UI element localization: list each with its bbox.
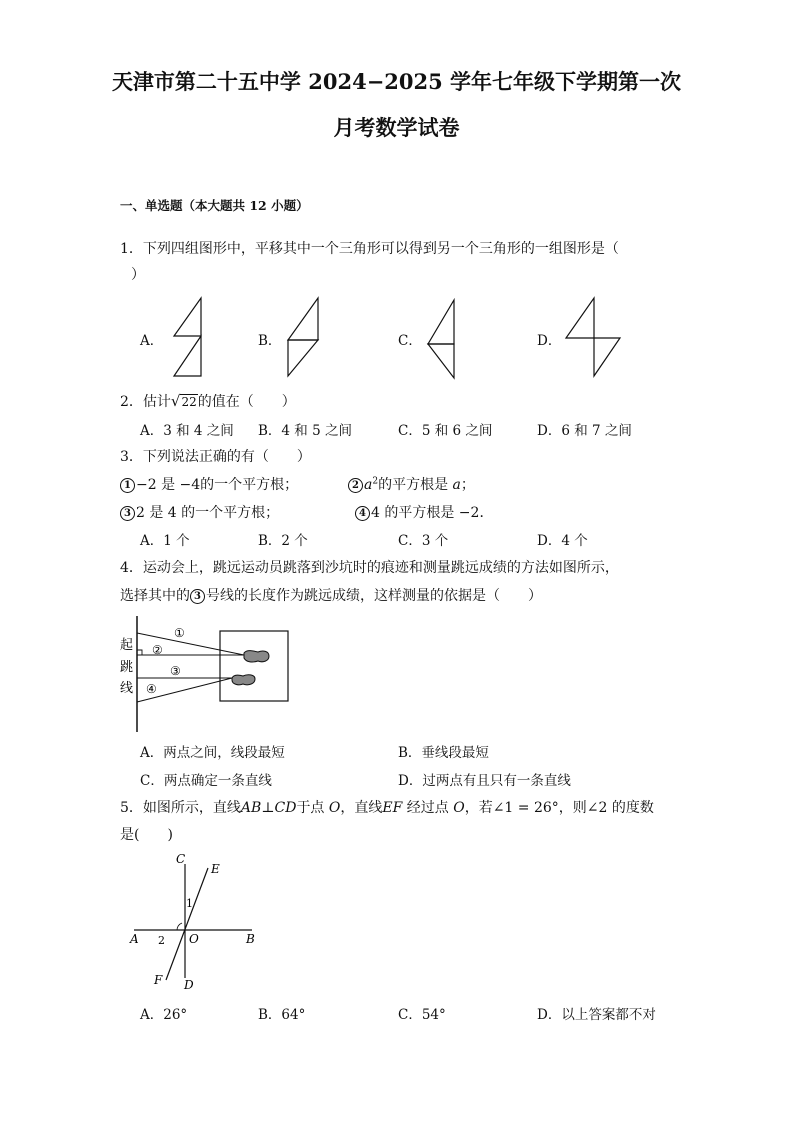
mark-3: ③ xyxy=(170,664,181,678)
q3-option-a[interactable]: A．1 个 xyxy=(140,533,190,549)
q1-c-triangle-top xyxy=(428,300,454,344)
q4-option-d[interactable]: D．过两点有且只有一条直线 xyxy=(398,773,571,789)
q5-o2: O xyxy=(453,800,465,816)
exam-title-line2: 月考数学试卷 xyxy=(333,115,460,140)
q3-statement-4 xyxy=(355,502,493,522)
q3-statement-1 xyxy=(120,474,298,494)
q2-stem-suffix: 的值在（ ） xyxy=(197,394,296,410)
q3-statement-3 xyxy=(120,502,279,522)
q5-mid1: 于点 xyxy=(296,800,325,816)
q1-figure-a xyxy=(168,294,208,380)
mark-2: ② xyxy=(152,643,163,657)
sand-pit xyxy=(220,631,288,701)
circled-number-1: 1 xyxy=(120,478,135,493)
q3-statement-2-text: 的平方根是 xyxy=(378,477,449,493)
label-tiao: 跳 xyxy=(120,660,134,675)
q4-option-b[interactable]: B．垂线段最短 xyxy=(398,745,489,761)
mark-1: ① xyxy=(174,626,185,640)
q5-stem-line2: 是( ) xyxy=(120,827,173,843)
q5-option-a[interactable]: A．26° xyxy=(140,1007,188,1023)
q4-stem-line2 xyxy=(120,585,542,605)
q1-d-triangle-left xyxy=(566,298,594,338)
q4-option-c[interactable]: C．两点确定一条直线 xyxy=(140,773,272,789)
q2-stem xyxy=(120,391,296,411)
q5-mid4: ，若∠1 = 26°，则∠2 的度数 xyxy=(464,800,654,816)
line-ef xyxy=(166,868,208,980)
q5-o: O xyxy=(328,800,341,816)
q2-option-c[interactable]: C．5 和 6 之间 xyxy=(398,423,493,439)
q2-radicand: 22 xyxy=(181,395,197,409)
q4-stem-line2-pre: 选择其中的 xyxy=(120,588,190,604)
footprint-upper xyxy=(244,651,269,662)
q3-s2-end: ； xyxy=(460,477,475,493)
sqrt-sign-icon: √ xyxy=(170,392,181,410)
q1-option-c[interactable]: C． xyxy=(398,333,422,349)
q1-d-triangle-right xyxy=(594,338,620,376)
q3-s2-end-var: a xyxy=(452,477,461,493)
q5-mid3: 经过点 xyxy=(406,800,449,816)
circled-number-3: 3 xyxy=(120,506,135,521)
q5-mid2: ，直线 xyxy=(340,800,383,816)
q4-option-a[interactable]: A．两点之间，线段最短 xyxy=(140,745,285,761)
angle-2-arc xyxy=(177,923,182,930)
circled-number-2: 2 xyxy=(348,478,363,493)
q1-option-d[interactable]: D． xyxy=(537,333,562,349)
q1-stem: 1．下列四组图形中，平移其中一个三角形可以得到另一个三角形的一组图形是（ xyxy=(120,241,619,257)
q3-stem: 3．下列说法正确的有（ ） xyxy=(120,449,311,465)
q5-figure xyxy=(118,846,268,996)
q1-figure-b xyxy=(284,294,324,380)
q3-s2-sup: 2 xyxy=(372,476,379,487)
q2-stem-prefix: 2．估计 xyxy=(120,394,171,410)
q3-option-c[interactable]: C．3 个 xyxy=(398,533,449,549)
label-a: A xyxy=(130,932,139,946)
q2-option-a[interactable]: A．3 和 4 之间 xyxy=(140,423,234,439)
label-f: F xyxy=(154,973,163,987)
q5-pre: 5．如图所示，直线 xyxy=(120,800,241,816)
footprint-lower xyxy=(232,675,255,685)
label-d: D xyxy=(184,978,194,992)
q3-statement-4-text: 4 的平方根是 −2． xyxy=(371,505,494,521)
circled-number-4: 4 xyxy=(355,506,370,521)
q5-option-d[interactable]: D．以上答案都不对 xyxy=(537,1007,656,1023)
label-qi: 起 xyxy=(120,638,134,653)
q1-option-a[interactable]: A． xyxy=(140,333,164,349)
exam-title-line1: 天津市第二十五中学 2024−2025 学年七年级下学期第一次 xyxy=(111,69,682,94)
q3-statement-3-text: 2 是 4 的一个平方根； xyxy=(136,505,280,521)
q3-option-d[interactable]: D．4 个 xyxy=(537,533,588,549)
q4-stem-line1: 4．运动会上，跳远运动员跳落到沙坑时的痕迹和测量跳远成绩的方法如图所示， xyxy=(120,560,619,576)
angle-1-label: 1 xyxy=(186,897,193,910)
q3-statement-1-text: −2 是 −4的一个平方根； xyxy=(136,477,299,493)
perpendicular-icon: ⊥ xyxy=(261,800,275,816)
q1-b-triangle-top xyxy=(288,298,318,340)
label-c: C xyxy=(176,852,186,866)
q1-figure-d xyxy=(562,296,622,378)
circled-number-3-inline: 3 xyxy=(190,589,205,604)
q5-option-b[interactable]: B．64° xyxy=(258,1007,306,1023)
q5-ab: AB xyxy=(240,800,262,816)
q3-s2-var: a xyxy=(364,477,373,493)
mark-4: ④ xyxy=(146,682,157,696)
angle-2-label: 2 xyxy=(158,934,165,947)
q5-ef: EF xyxy=(382,800,403,816)
q5-option-c[interactable]: C．54° xyxy=(398,1007,446,1023)
section-heading: 一、单选题（本大题共 12 小题） xyxy=(120,198,309,213)
q1-c-triangle-bottom xyxy=(428,344,454,378)
q5-cd: CD xyxy=(274,800,297,816)
q2-option-b[interactable]: B．4 和 5 之间 xyxy=(258,423,352,439)
q3-option-b[interactable]: B．2 个 xyxy=(258,533,308,549)
q1-option-b[interactable]: B． xyxy=(258,333,282,349)
q2-option-d[interactable]: D．6 和 7 之间 xyxy=(537,423,632,439)
q1-a-triangle-top xyxy=(174,298,201,336)
label-xian: 线 xyxy=(120,681,134,696)
label-e: E xyxy=(211,862,220,876)
q1-a-triangle-bottom xyxy=(174,336,201,376)
q3-statement-2 xyxy=(348,474,475,494)
q4-stem-line2-post: 号线的长度作为跳远成绩，这样测量的依据是（ ） xyxy=(206,588,542,604)
label-o: O xyxy=(189,932,199,946)
label-b: B xyxy=(246,932,255,946)
q1-figure-c xyxy=(424,298,458,380)
q4-long-jump-figure xyxy=(116,616,306,734)
q1-b-triangle-bottom xyxy=(288,340,318,376)
q1-stem-cont: ） xyxy=(131,267,145,283)
q5-stem-line1 xyxy=(120,797,654,817)
